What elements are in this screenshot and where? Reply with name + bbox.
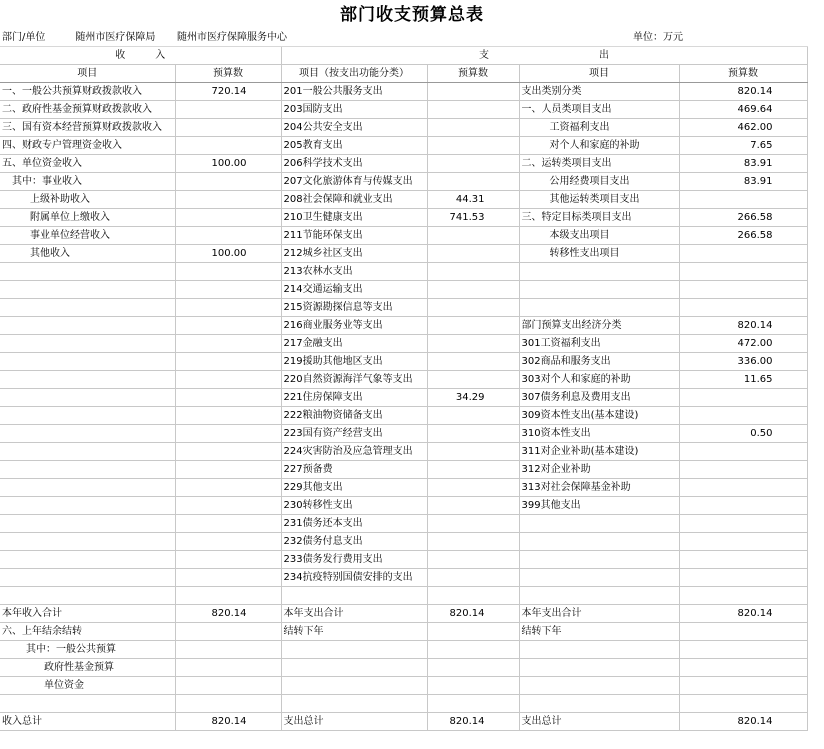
income-item (0, 515, 175, 533)
income-item (0, 407, 175, 425)
col-item3: 项目 (519, 65, 679, 83)
func-budget (427, 119, 519, 137)
income-item (0, 443, 175, 461)
func-budget (427, 371, 519, 389)
exp-item (519, 263, 679, 281)
exp-budget (679, 479, 807, 497)
carry-sub1: 其中：一般公共预算 (0, 641, 175, 659)
group-header-row (0, 47, 807, 65)
func-item: 204公共安全支出 (281, 119, 427, 137)
func-budget (427, 497, 519, 515)
table-row (0, 173, 807, 191)
exp-budget (679, 407, 807, 425)
income-item (0, 551, 175, 569)
carry-sub-row (0, 677, 807, 695)
income-item (0, 335, 175, 353)
table-row (0, 155, 807, 173)
column-header-row (0, 65, 807, 83)
income-budget (175, 497, 281, 515)
func-budget (427, 425, 519, 443)
exp-total-label: 本年支出合计 (281, 605, 427, 623)
exp-item: 313对社会保障基金补助 (519, 479, 679, 497)
func-budget (427, 299, 519, 317)
exp-item: 309资本性支出(基本建设) (519, 407, 679, 425)
exp-item: 工资福利支出 (519, 119, 679, 137)
income-budget (175, 389, 281, 407)
func-budget (427, 335, 519, 353)
exp-budget (679, 461, 807, 479)
table-row (0, 407, 807, 425)
func-budget (427, 353, 519, 371)
income-item: 其中：事业收入 (0, 173, 175, 191)
table-row (0, 335, 807, 353)
exp-budget (679, 299, 807, 317)
income-budget (175, 353, 281, 371)
carry-row (0, 623, 807, 641)
income-total-label: 本年收入合计 (0, 605, 175, 623)
exp-budget: 266.58 (679, 227, 807, 245)
func-item: 207文化旅游体育与传媒支出 (281, 173, 427, 191)
exp-budget: 11.65 (679, 371, 807, 389)
grand-income-label: 收入总计 (0, 713, 175, 731)
income-budget (175, 299, 281, 317)
table-row (0, 353, 807, 371)
exp-budget (679, 569, 807, 587)
income-item: 二、政府性基金预算财政拨款收入 (0, 101, 175, 119)
income-budget (175, 443, 281, 461)
exp-total2: 820.14 (679, 605, 807, 623)
exp-budget: 336.00 (679, 353, 807, 371)
income-item (0, 461, 175, 479)
exp-item (519, 299, 679, 317)
func-item: 213农林水支出 (281, 263, 427, 281)
func-item: 208社会保障和就业支出 (281, 191, 427, 209)
table-row (0, 371, 807, 389)
income-budget (175, 209, 281, 227)
grand-exp: 820.14 (427, 713, 519, 731)
exp-item (519, 515, 679, 533)
func-budget: 34.29 (427, 389, 519, 407)
table-row (0, 569, 807, 587)
exp-item: 312对企业补助 (519, 461, 679, 479)
income-budget (175, 227, 281, 245)
func-item: 215资源勘探信息等支出 (281, 299, 427, 317)
exp-budget: 266.58 (679, 209, 807, 227)
table-row (0, 209, 807, 227)
func-item: 221住房保障支出 (281, 389, 427, 407)
table-row (0, 101, 807, 119)
func-item: 206科学技术支出 (281, 155, 427, 173)
exp-budget: 7.65 (679, 137, 807, 155)
income-budget (175, 173, 281, 191)
func-budget (427, 245, 519, 263)
col-budget: 预算数 (175, 65, 281, 83)
table-row (0, 281, 807, 299)
exp-item: 301工资福利支出 (519, 335, 679, 353)
exp-budget (679, 443, 807, 461)
income-item (0, 425, 175, 443)
carry-next: 结转下年 (281, 623, 427, 641)
func-item: 219援助其他地区支出 (281, 353, 427, 371)
exp-budget: 820.14 (679, 317, 807, 335)
table-row (0, 497, 807, 515)
income-budget (175, 137, 281, 155)
income-total: 820.14 (175, 605, 281, 623)
func-budget (427, 173, 519, 191)
income-budget (175, 371, 281, 389)
income-budget: 720.14 (175, 83, 281, 101)
exp-item: 二、运转类项目支出 (519, 155, 679, 173)
col-item: 项目 (0, 65, 175, 83)
carry-next2: 结转下年 (519, 623, 679, 641)
income-item: 附属单位上缴收入 (0, 209, 175, 227)
exp-budget (679, 191, 807, 209)
income-item: 事业单位经营收入 (0, 227, 175, 245)
income-item: 其他收入 (0, 245, 175, 263)
exp-item: 399其他支出 (519, 497, 679, 515)
exp-budget: 472.00 (679, 335, 807, 353)
income-budget (175, 533, 281, 551)
carry-sub-row (0, 641, 807, 659)
exp-budget (679, 281, 807, 299)
exp-budget: 462.00 (679, 119, 807, 137)
exp-budget (679, 551, 807, 569)
func-item: 212城乡社区支出 (281, 245, 427, 263)
income-budget (175, 263, 281, 281)
exp-total: 820.14 (427, 605, 519, 623)
func-item: 229其他支出 (281, 479, 427, 497)
func-item: 205教育支出 (281, 137, 427, 155)
exp-item: 303对个人和家庭的补助 (519, 371, 679, 389)
income-item (0, 479, 175, 497)
func-item: 201一般公共服务支出 (281, 83, 427, 101)
func-item: 216商业服务业等支出 (281, 317, 427, 335)
income-budget (175, 191, 281, 209)
table-row (0, 389, 807, 407)
income-item (0, 497, 175, 515)
grand-total-row (0, 713, 807, 731)
exp-budget (679, 533, 807, 551)
income-item (0, 281, 175, 299)
income-budget (175, 515, 281, 533)
table-row (0, 515, 807, 533)
grand-exp-label: 支出总计 (281, 713, 427, 731)
exp-item: 其他运转类项目支出 (519, 191, 679, 209)
income-item: 五、单位资金收入 (0, 155, 175, 173)
func-item: 231债务还本支出 (281, 515, 427, 533)
func-item: 214交通运输支出 (281, 281, 427, 299)
col-budget2: 预算数 (427, 65, 519, 83)
table-row (0, 443, 807, 461)
carry-sub2: 政府性基金预算 (0, 659, 175, 677)
exp-item: 部门预算支出经济分类 (519, 317, 679, 335)
income-budget (175, 317, 281, 335)
exp-item (519, 281, 679, 299)
income-item (0, 353, 175, 371)
func-item: 203国防支出 (281, 101, 427, 119)
grand-income: 820.14 (175, 713, 281, 731)
unit-name: 随州市医疗保障服务中心 (175, 30, 519, 47)
income-budget (175, 425, 281, 443)
func-budget (427, 83, 519, 101)
table-row (0, 317, 807, 335)
table-row (0, 83, 807, 101)
carry-prev: 六、上年结余结转 (0, 623, 175, 641)
exp-budget (679, 497, 807, 515)
exp-item (519, 569, 679, 587)
table-row (0, 425, 807, 443)
func-item: 224灾害防治及应急管理支出 (281, 443, 427, 461)
income-item (0, 389, 175, 407)
dept-value: 随州市医疗保障局 (75, 32, 156, 43)
income-budget (175, 335, 281, 353)
func-item: 223国有资产经营支出 (281, 425, 427, 443)
table-row (0, 227, 807, 245)
func-budget (427, 227, 519, 245)
income-budget: 100.00 (175, 245, 281, 263)
exp-budget: 469.64 (679, 101, 807, 119)
func-budget (427, 281, 519, 299)
carry-sub3: 单位资金 (0, 677, 175, 695)
func-budget (427, 479, 519, 497)
exp-budget (679, 389, 807, 407)
exp-item: 302商品和服务支出 (519, 353, 679, 371)
income-item: 一、一般公共预算财政拨款收入 (0, 83, 175, 101)
exp-budget (679, 515, 807, 533)
func-item: 222粮油物资储备支出 (281, 407, 427, 425)
income-budget (175, 461, 281, 479)
table-row (0, 263, 807, 281)
expense-group: 支 出 (281, 47, 807, 65)
func-item: 210卫生健康支出 (281, 209, 427, 227)
table-row (0, 299, 807, 317)
spacer-row (0, 587, 807, 605)
table-row (0, 461, 807, 479)
table-row (0, 533, 807, 551)
exp-item: 对个人和家庭的补助 (519, 137, 679, 155)
func-item: 211节能环保支出 (281, 227, 427, 245)
exp-item: 一、人员类项目支出 (519, 101, 679, 119)
func-budget (427, 551, 519, 569)
grand-exp2: 820.14 (679, 713, 807, 731)
table-row (0, 245, 807, 263)
income-budget (175, 569, 281, 587)
table-row (0, 551, 807, 569)
col-item-func: 项目（按支出功能分类） (281, 65, 427, 83)
table-row (0, 191, 807, 209)
income-item (0, 263, 175, 281)
unit-label: 单位：万元 (631, 30, 759, 47)
func-budget (427, 515, 519, 533)
income-item (0, 569, 175, 587)
spacer-row (0, 695, 807, 713)
func-item: 233债务发行费用支出 (281, 551, 427, 569)
income-group: 收 入 (0, 47, 281, 65)
exp-item: 本级支出项目 (519, 227, 679, 245)
func-budget: 741.53 (427, 209, 519, 227)
income-item (0, 371, 175, 389)
exp-item: 三、特定目标类项目支出 (519, 209, 679, 227)
page-title: 部门收支预算总表 (340, 5, 484, 25)
func-budget (427, 569, 519, 587)
budget-table (0, 30, 808, 731)
exp-item: 支出类别分类 (519, 83, 679, 101)
col-budget3: 预算数 (679, 65, 807, 83)
func-item: 220自然资源海洋气象等支出 (281, 371, 427, 389)
income-budget (175, 101, 281, 119)
func-budget (427, 533, 519, 551)
func-item: 217金融支出 (281, 335, 427, 353)
func-budget (427, 263, 519, 281)
func-budget (427, 407, 519, 425)
exp-item (519, 533, 679, 551)
table-row (0, 119, 807, 137)
exp-item (519, 551, 679, 569)
exp-budget (679, 263, 807, 281)
exp-budget (679, 245, 807, 263)
income-item: 上级补助收入 (0, 191, 175, 209)
table-row (0, 137, 807, 155)
exp-item: 公用经费项目支出 (519, 173, 679, 191)
table-row (0, 479, 807, 497)
func-budget (427, 101, 519, 119)
income-budget (175, 479, 281, 497)
exp-item: 转移性支出项目 (519, 245, 679, 263)
exp-item: 310资本性支出 (519, 425, 679, 443)
meta-row (0, 30, 807, 47)
income-item: 四、财政专户管理资金收入 (0, 137, 175, 155)
income-budget (175, 119, 281, 137)
func-item: 232债务付息支出 (281, 533, 427, 551)
func-budget (427, 461, 519, 479)
func-budget: 44.31 (427, 191, 519, 209)
income-budget (175, 551, 281, 569)
income-item (0, 317, 175, 335)
func-budget (427, 317, 519, 335)
func-budget (427, 155, 519, 173)
grand-exp-label2: 支出总计 (519, 713, 679, 731)
exp-budget: 83.91 (679, 173, 807, 191)
income-item (0, 533, 175, 551)
func-budget (427, 137, 519, 155)
exp-total-label2: 本年支出合计 (519, 605, 679, 623)
income-budget: 100.00 (175, 155, 281, 173)
exp-budget: 83.91 (679, 155, 807, 173)
exp-item: 311对企业补助(基本建设) (519, 443, 679, 461)
total-row (0, 605, 807, 623)
dept-label: 部门/单位 (2, 32, 46, 43)
func-item: 234抗疫特别国债安排的支出 (281, 569, 427, 587)
exp-item: 307债务利息及费用支出 (519, 389, 679, 407)
income-item (0, 299, 175, 317)
income-budget (175, 281, 281, 299)
income-budget (175, 407, 281, 425)
exp-budget: 820.14 (679, 83, 807, 101)
func-budget (427, 443, 519, 461)
carry-sub-row (0, 659, 807, 677)
income-item: 三、国有资本经营预算财政拨款收入 (0, 119, 175, 137)
func-item: 230转移性支出 (281, 497, 427, 515)
exp-budget: 0.50 (679, 425, 807, 443)
func-item: 227预备费 (281, 461, 427, 479)
